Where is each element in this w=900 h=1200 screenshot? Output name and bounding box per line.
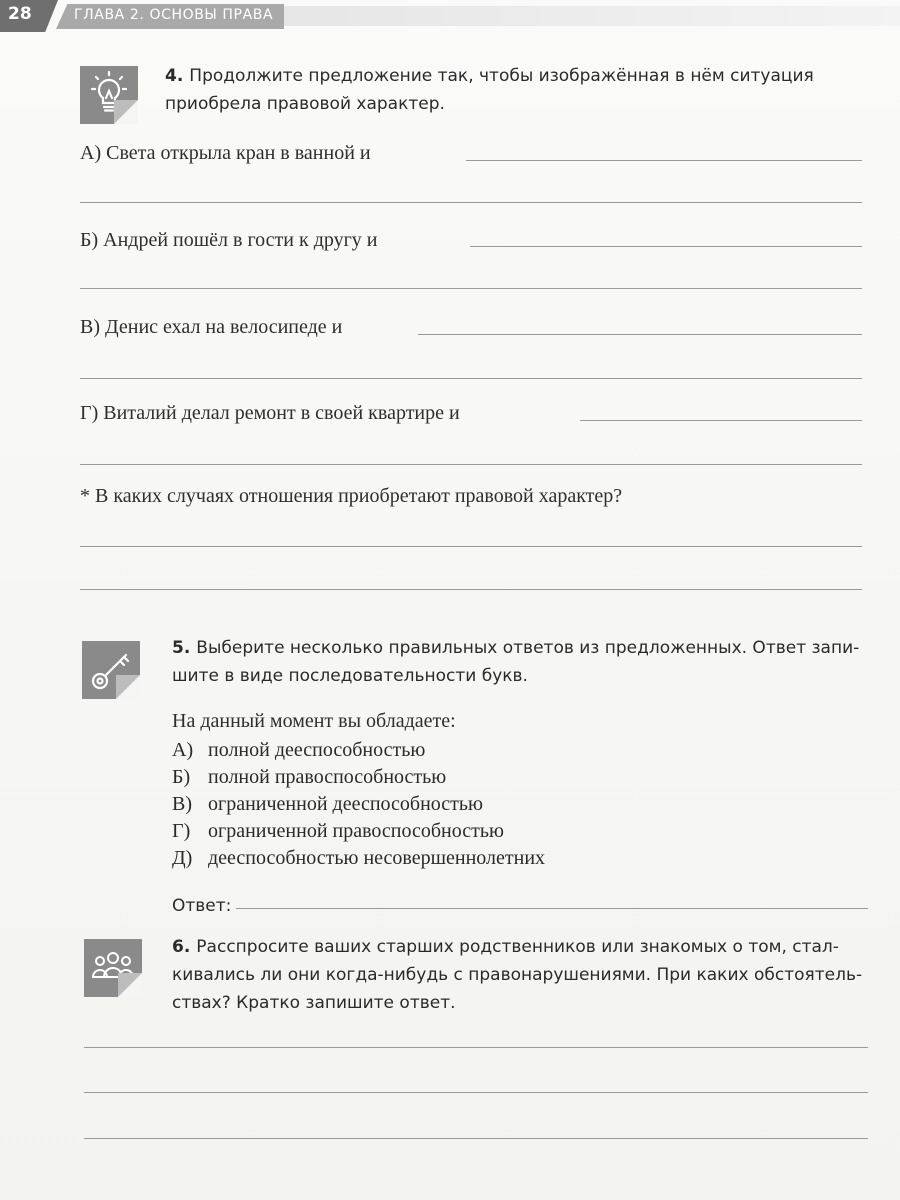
page-header <box>0 0 900 32</box>
answer-field[interactable] <box>236 908 868 909</box>
task-6-prompt <box>172 933 866 1017</box>
task-6-text-line-1: Расспросите ваших старших родственников или знакомых о том, стал- <box>196 937 839 957</box>
option-letter: А) <box>172 739 194 761</box>
task-5-prompt <box>172 634 862 690</box>
task-4-text-line-1: Продолжите предложение так, чтобы изображённая в нём ситуация <box>189 66 814 86</box>
answer-label: Ответ: <box>172 896 232 916</box>
option-row[interactable] <box>172 764 545 791</box>
chapter-title: ГЛАВА 2. ОСНОВЫ ПРАВА <box>74 7 274 23</box>
option-letter: Д) <box>172 847 193 869</box>
answer-line[interactable] <box>80 589 862 590</box>
task-4-extra-question: * В каких случаях отношения приобретают правовой характер? <box>80 485 623 507</box>
task-5-text-line-1: Выберите несколько правильных ответов из предложенных. Ответ запи- <box>196 638 860 658</box>
answer-line[interactable] <box>80 546 862 547</box>
option-text: дееспособностью несовершеннолетних <box>208 847 546 869</box>
task-6-number: 6. <box>172 937 191 957</box>
answer-line[interactable] <box>80 464 862 465</box>
option-row[interactable] <box>172 737 545 764</box>
answer-line[interactable] <box>84 1092 868 1093</box>
option-row[interactable] <box>172 818 545 845</box>
task-5-options <box>172 737 545 872</box>
key-icon <box>82 641 140 699</box>
answer-line[interactable] <box>80 288 862 289</box>
task-6-text-line-3: ствах? Кратко запишите ответ. <box>172 993 456 1013</box>
option-letter: Г) <box>172 820 191 842</box>
task-4-text-line-2: приобрела правовой характер. <box>165 94 445 114</box>
answer-line[interactable] <box>84 1047 868 1048</box>
page-number: 28 <box>8 4 32 24</box>
option-letter: В) <box>172 793 192 815</box>
header-rule <box>284 6 900 26</box>
task-6-text-line-2: кивались ли они когда-нибудь с правонарушениями. При каких обстоятель- <box>172 965 863 985</box>
task-4-prompt <box>165 62 860 118</box>
people-group-icon <box>84 939 142 997</box>
icon-corner-fold <box>118 973 142 997</box>
answer-line[interactable] <box>84 1138 868 1139</box>
task-5-text-line-2: шите в виде последовательности букв. <box>172 666 528 686</box>
task-5-stem: На данный момент вы обладаете: <box>172 710 456 732</box>
icon-corner-fold <box>114 100 138 124</box>
option-text: полной правоспособностью <box>208 766 447 788</box>
task-4-item-c: В) Денис ехал на велосипеде и <box>80 316 343 338</box>
answer-line[interactable] <box>80 378 862 379</box>
answer-line[interactable] <box>418 334 862 335</box>
option-row[interactable] <box>172 845 545 872</box>
task-4-number: 4. <box>165 66 184 86</box>
task-4-item-b: Б) Андрей пошёл в гости к другу и <box>80 229 378 251</box>
answer-line[interactable] <box>80 202 862 203</box>
icon-corner-fold <box>116 675 140 699</box>
option-letter: Б) <box>172 766 191 788</box>
task-4-item-a: А) Света открыла кран в ванной и <box>80 142 371 164</box>
task-5-number: 5. <box>172 638 191 658</box>
option-row[interactable] <box>172 791 545 818</box>
answer-line[interactable] <box>470 246 862 247</box>
answer-line[interactable] <box>466 160 862 161</box>
option-text: ограниченной правоспособностью <box>208 820 504 842</box>
lightbulb-icon <box>80 66 138 124</box>
answer-line[interactable] <box>580 420 862 421</box>
task-4-item-d: Г) Виталий делал ремонт в своей квартире и <box>80 402 460 424</box>
option-text: ограниченной дееспособностью <box>208 793 483 815</box>
option-text: полной дееспособностью <box>208 739 426 761</box>
